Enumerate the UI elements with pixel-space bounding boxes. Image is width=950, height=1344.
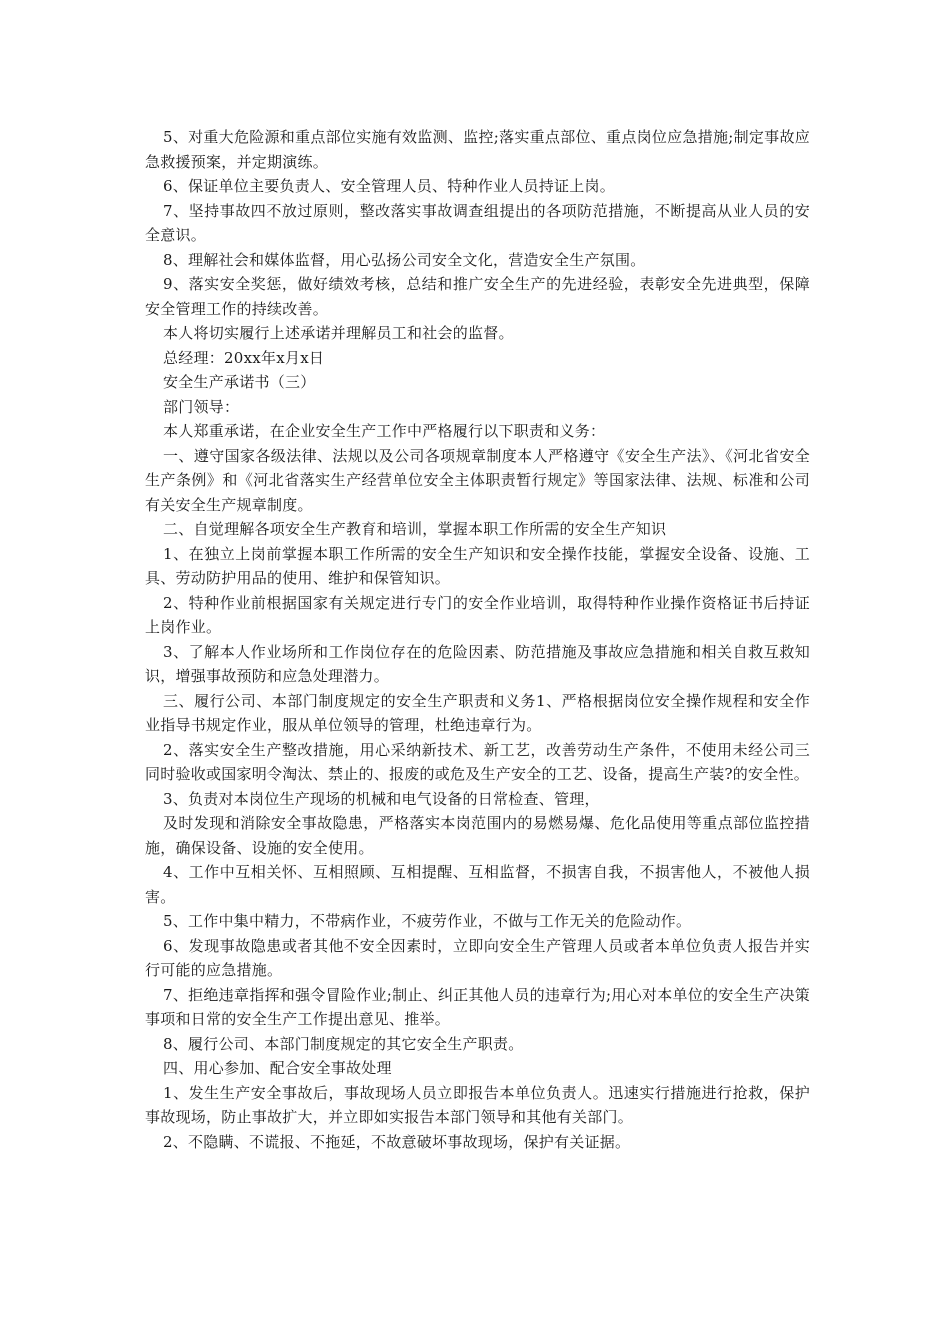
heading-four: 四、用心参加、配合安全事故处理 bbox=[163, 1059, 392, 1077]
paragraph-item-9: 9、落实安全奖惩，做好绩效考核，总结和推广安全生产的先进经验，表彰安全先进典型，保障安全管理工作的持续改善。 bbox=[145, 275, 810, 318]
paragraph-item: 3、负责对本岗位生产现场的机械和电气设备的日常检查、管理， bbox=[163, 789, 600, 808]
paragraph-item-7: 7、坚持事故四不放过原则，整改落实事故调查组提出的各项防范措施，不断提高从业人员的安全意识。 bbox=[145, 201, 810, 244]
paragraph-item: 7、拒绝违章指挥和强令冒险作业;制止、纠正其他人员的违章行为;用心对本单位的安全生产决策事项和日常的安全生产工作提出意见、推举。 bbox=[145, 985, 810, 1028]
paragraph-item-8: 8、理解社会和媒体监督，用心弘扬公司安全文化，营造安全生产氛围。 bbox=[163, 250, 646, 269]
paragraph-item: 2、特种作业前根据国家有关规定进行专门的安全作业培训，取得特种作业操作资格证书后持证上岗作业。 bbox=[145, 593, 810, 636]
paragraph-item: 2、不隐瞒、不谎报、不拖延，不故意破坏事故现场，保护有关证据。 bbox=[163, 1132, 631, 1151]
paragraph-item-5: 5、对重大危险源和重点部位实施有效监测、监控;落实重点部位、重点岗位应急措施;制定事故应急救援预案，并定期演练。 bbox=[145, 128, 810, 171]
document-body bbox=[145, 125, 810, 1154]
paragraph-item: 1、发生生产安全事故后，事故现场人员立即报告本单位负责人。迅速实行措施进行抢救，保护事故现场，防止事故扩大，并立即如实报告本部门领导和其他有关部门。 bbox=[145, 1083, 810, 1126]
commitment-statement: 本人将切实履行上述承诺并理解员工和社会的监督。 bbox=[163, 324, 514, 342]
paragraph-item: 1、在独立上岗前掌握本职工作所需的安全生产知识和安全操作技能，掌握安全设备、设施、工具、劳动防护用品的使用、维护和保管知识。 bbox=[145, 544, 810, 587]
paragraph-item: 6、发现事故隐患或者其他不安全因素时，立即向安全生产管理人员或者本单位负责人报告并实行可能的应急措施。 bbox=[145, 936, 810, 979]
paragraph-item: 2、落实安全生产整改措施，用心采纳新技术、新工艺，改善劳动生产条件，不使用未经公司三同时验收或国家明令淘汰、禁止的、报废的或危及生产安全的工艺、设备，提高生产装?的安全性。 bbox=[145, 740, 810, 783]
section-title: 安全生产承诺书（三） bbox=[163, 373, 316, 391]
paragraph-item: 3、了解本人作业场所和工作岗位存在的危险因素、防范措施及事故应急措施和相关自救互救知识，增强事故预防和应急处理潜力。 bbox=[145, 642, 810, 685]
paragraph-item: 4、工作中互相关怀、互相照顾、互相提醒、互相监督，不损害自我，不损害他人，不被他人损害。 bbox=[145, 863, 810, 906]
heading-two: 二、自觉理解各项安全生产教育和培训，掌握本职工作所需的安全生产知识 bbox=[163, 520, 667, 538]
paragraph-item: 8、履行公司、本部门制度规定的其它安全生产职责。 bbox=[163, 1034, 524, 1053]
signature-line: 总经理：20xx年x月x日 bbox=[163, 348, 325, 367]
salutation: 部门领导： bbox=[163, 397, 240, 416]
heading-three: 三、履行公司、本部门制度规定的安全生产职责和义务1、严格根据岗位安全操作规程和安全作业指导书规定作业，服从单位领导的管理，杜绝违章行为。 bbox=[145, 691, 810, 734]
paragraph-item-6: 6、保证单位主要负责人、安全管理人员、特种作业人员持证上岗。 bbox=[163, 177, 616, 195]
heading-one: 一、遵守国家各级法律、法规以及公司各项规章制度本人严格遵守《安全生产法》、《河北省安全生产条例》和《河北省落实生产经营单位安全主体职责暂行规定》等国家法律、法规、标准和公司有关安全生产规章制度。 bbox=[145, 446, 810, 514]
paragraph-item: 5、工作中集中精力，不带病作业，不疲劳作业，不做与工作无关的危险动作。 bbox=[163, 912, 692, 930]
paragraph-continuation: 及时发现和消除安全事故隐患，严格落实本岗范围内的易燃易爆、危化品使用等重点部位监控措施，确保设备、设施的安全使用。 bbox=[145, 814, 810, 857]
intro-paragraph: 本人郑重承诺，在企业安全生产工作中严格履行以下职责和义务： bbox=[163, 422, 606, 440]
